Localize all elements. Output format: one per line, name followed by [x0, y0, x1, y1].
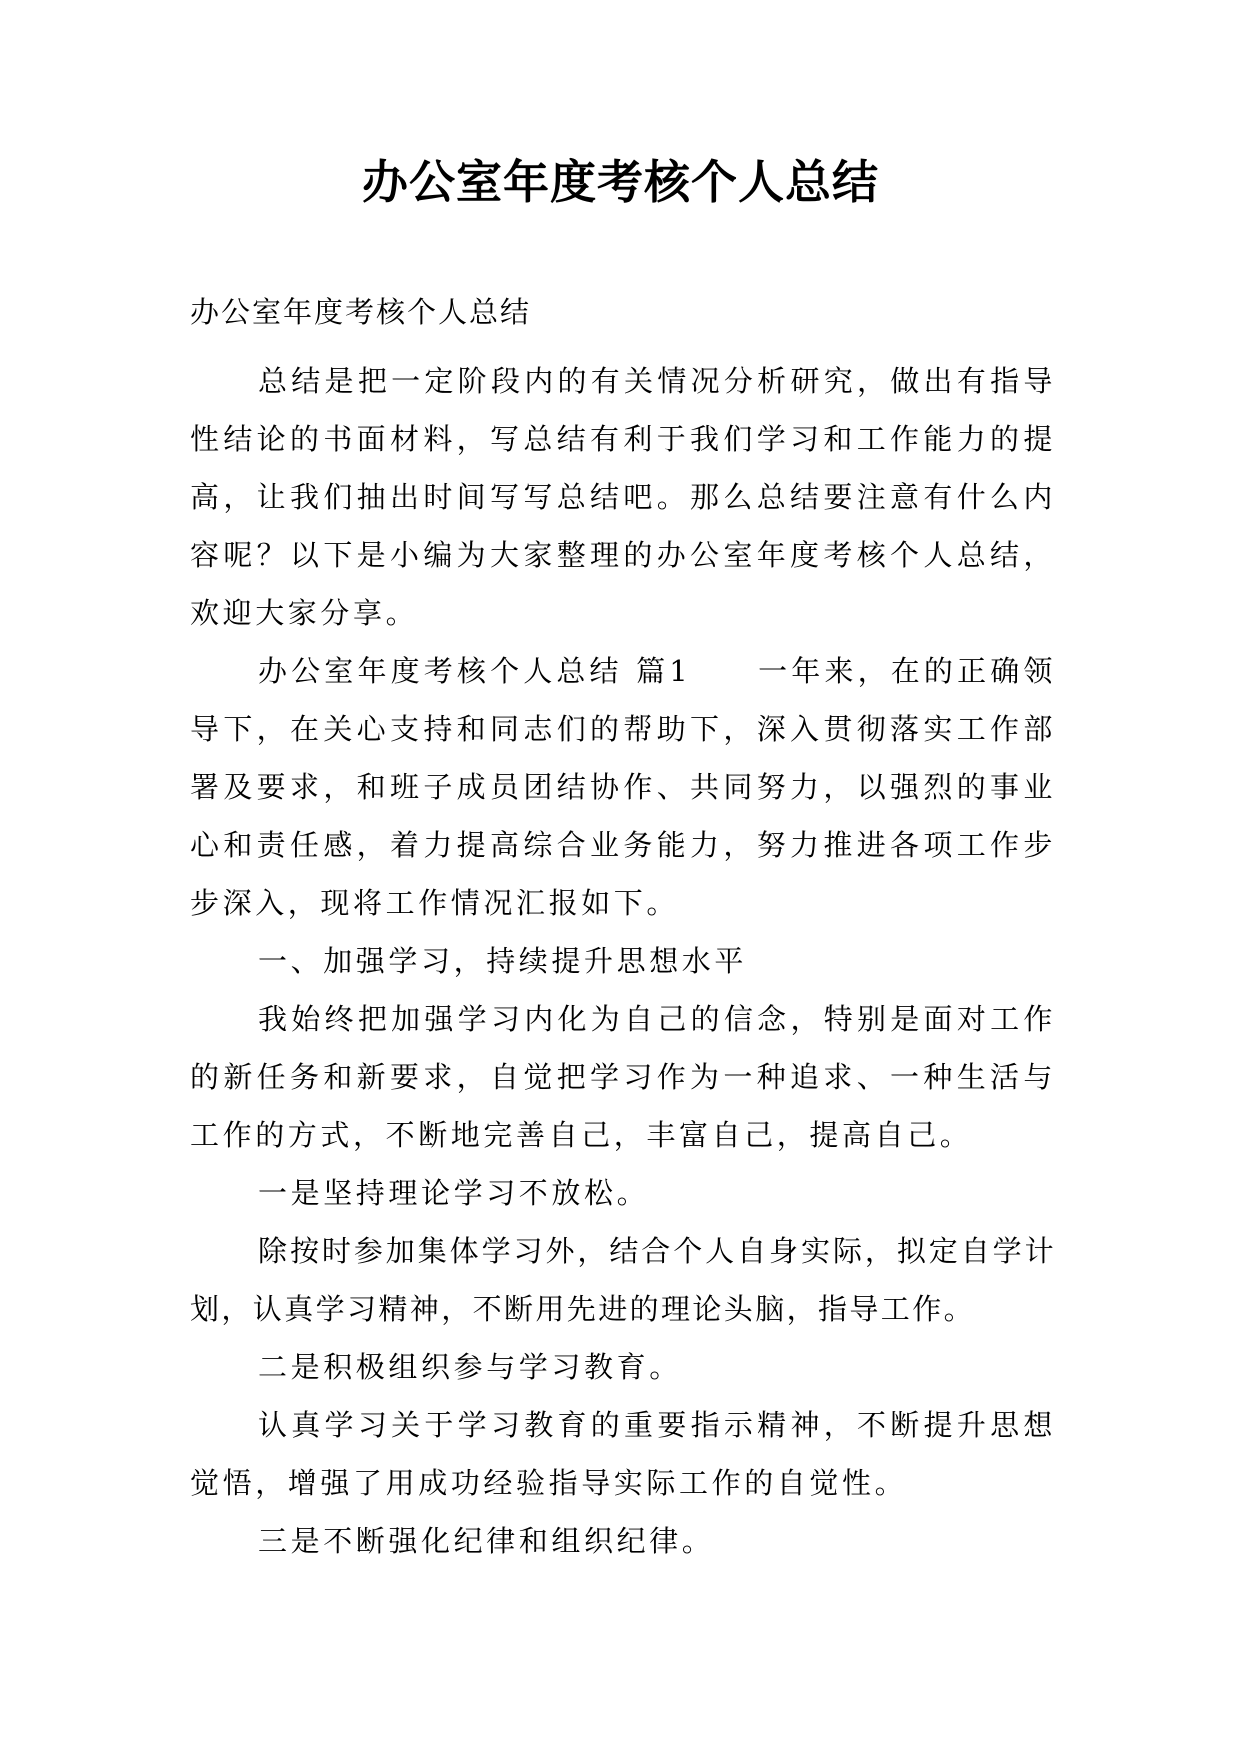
paragraph-intro: 总结是把一定阶段内的有关情况分析研究，做出有指导性结论的书面材料，写总结有利于我们学习和工作能力的提高，让我们抽出时间写写总结吧。那么总结要注意有什么内容呢？以下是小编为大家整理的办公室年度考核个人总结，欢迎大家分享。 — [190, 364, 1056, 630]
document-body — [190, 352, 1056, 1570]
paragraph-section-1: 我始终把加强学习内化为自己的信念，特别是面对工作的新任务和新要求，自觉把学习作为一种追求、一种生活与工作的方式，不断地完善自己，丰富自己，提高自己。 — [190, 1002, 1056, 1152]
paragraph-part-1: 办公室年度考核个人总结 篇1 一年来，在的正确领导下，在关心支持和同志们的帮助下，深入贯彻落实工作部署及要求，和班子成员团结协作、共同努力，以强烈的事业心和责任感，着力提高综合业务能力，努力推进各项工作步步深入，现将工作情况汇报如下。 — [190, 654, 1056, 920]
section-heading-1: 一、加强学习，持续提升思想水平 — [258, 944, 748, 978]
document-title: 办公室年度考核个人总结 — [362, 155, 879, 209]
point-heading-1: 一是坚持理论学习不放松。 — [258, 1176, 650, 1210]
point-heading-3: 三是不断强化纪律和组织纪律。 — [258, 1524, 715, 1558]
document-subtitle: 办公室年度考核个人总结 — [190, 295, 532, 329]
point-heading-2: 二是积极组织参与学习教育。 — [258, 1350, 682, 1384]
paragraph-point-1: 除按时参加集体学习外，结合个人自身实际，拟定自学计划，认真学习精神，不断用先进的理论头脑，指导工作。 — [190, 1234, 1056, 1326]
paragraph-point-2: 认真学习关于学习教育的重要指示精神，不断提升思想觉悟，增强了用成功经验指导实际工作的自觉性。 — [190, 1408, 1056, 1500]
